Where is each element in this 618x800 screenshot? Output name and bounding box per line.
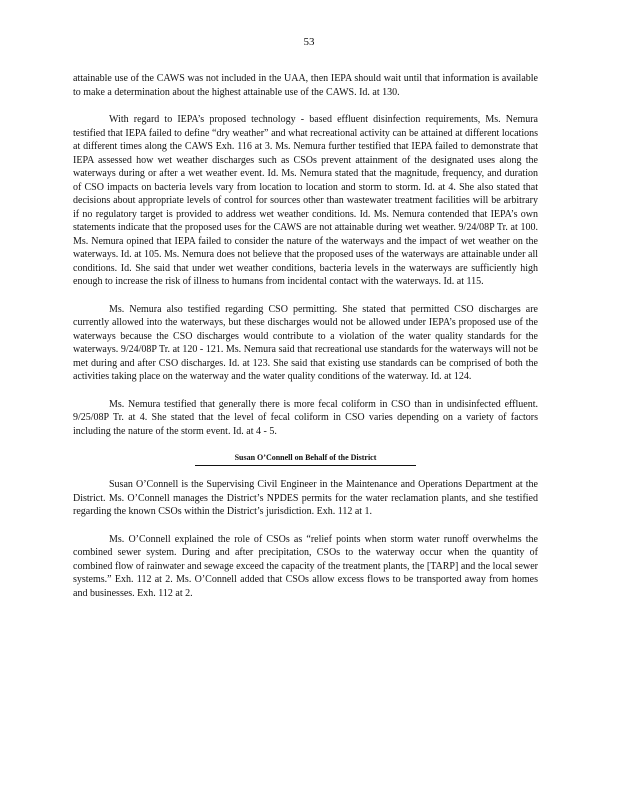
paragraph-oconnell-intro: Susan O’Connell is the Supervising Civil Engineer in the Maintenance and Operations Department at the District. Ms. O’Connell manages the District’s NPDES permits for the water reclamation plants, and she testified regarding the known CSOs within the District’s jurisdiction. Exh. 112 at 1. bbox=[73, 479, 538, 517]
paragraph-continuation: attainable use of the CAWS was not included in the UAA, then IEPA should wait until that information is available to make a determination about the highest attainable use of the CAWS. Id. at 130. bbox=[73, 73, 538, 98]
paragraph-oconnell-cso-role: Ms. O’Connell explained the role of CSOs as “relief points when storm water runoff overwhelms the combined sewer system. During and after precipitation, CSOs to the waterway occur when the quantity of combined flow of rainwater and sewage exceed the capacity of the treatment plants, the [TARP] and the local sewer systems.” Exh. 112 at 2. Ms. O’Connell added that CSOs allow excess flows to be transported away from homes and businesses. Exh. 112 at 2. bbox=[73, 533, 538, 599]
page-number: 53 bbox=[303, 36, 315, 48]
document-body bbox=[73, 72, 538, 614]
paragraph-fecal-coliform: Ms. Nemura testified that generally there is more fecal coliform in CSO than in undisinfected effluent. 9/25/08P Tr. at 4. She stated that the level of fecal coliform in CSO varies depending on a variety of factors including the nature of the storm event. Id. at 4 - 5. bbox=[73, 398, 538, 437]
section-heading-text: Susan O’Connell on Behalf of the District bbox=[195, 452, 417, 466]
section-heading bbox=[73, 452, 538, 466]
paragraph-disinfection-requirements: With regard to IEPA’s proposed technology - based effluent disinfection requirements, Ms. Nemura testified that IEPA failed to define “dry weather” and what recreational activity can be attained at different locations at different times along the CAWS Exh. 116 at 3. Ms. Nemura further testified that IEPA failed to demonstrate that IEPA assessed how wet weather discharges such as CSOs prevent attainment of the designated uses along the waterways during or after a wet weather event. Id. Ms. Nemura stated that the magnitude, frequency, and duration of CSO impacts on bacteria levels vary from location to location and storm to storm. Id. at 4. She also stated that decisions about appropriate levels of control for sources other than wastewater treatment facilities will be arbitrary if no regulatory target is provided to address wet weather conditions. Id. Ms. Nemura contended that IEPA’s own statements indicate that the proposed uses for the CAWS are not attainable during wet weather. 9/24/08P Tr. at 100. Ms. Nemura opined that IEPA failed to consider the nature of the waterways and the impact of wet weather on the waterways. Id. at 105. Ms. Nemura does not believe that the proposed uses of the waterways are attainable under all conditions. Id. She said that under wet weather conditions, bacteria levels in the waterways are sufficiently high enough to increase the risk of illness to humans from incidental contact with the waterways. Id. at 115. bbox=[73, 114, 538, 287]
paragraph-cso-permitting: Ms. Nemura also testified regarding CSO permitting. She stated that permitted CSO discharges are currently allowed into the waterways, but these discharges would not be allowed under IEPA’s proposed use of the waterways because the CSO discharges would contribute to a violation of the water quality standards for the waterways. 9/24/08P Tr. at 120 - 121. Ms. Nemura said that recreational use standards for the waterways will not be met during and after CSO discharges. Id. at 123. She said that existing use standards can be comprised of both the activities taking place on the waterway and the water quality conditions of the waterway. Id. at 124. bbox=[73, 303, 538, 382]
